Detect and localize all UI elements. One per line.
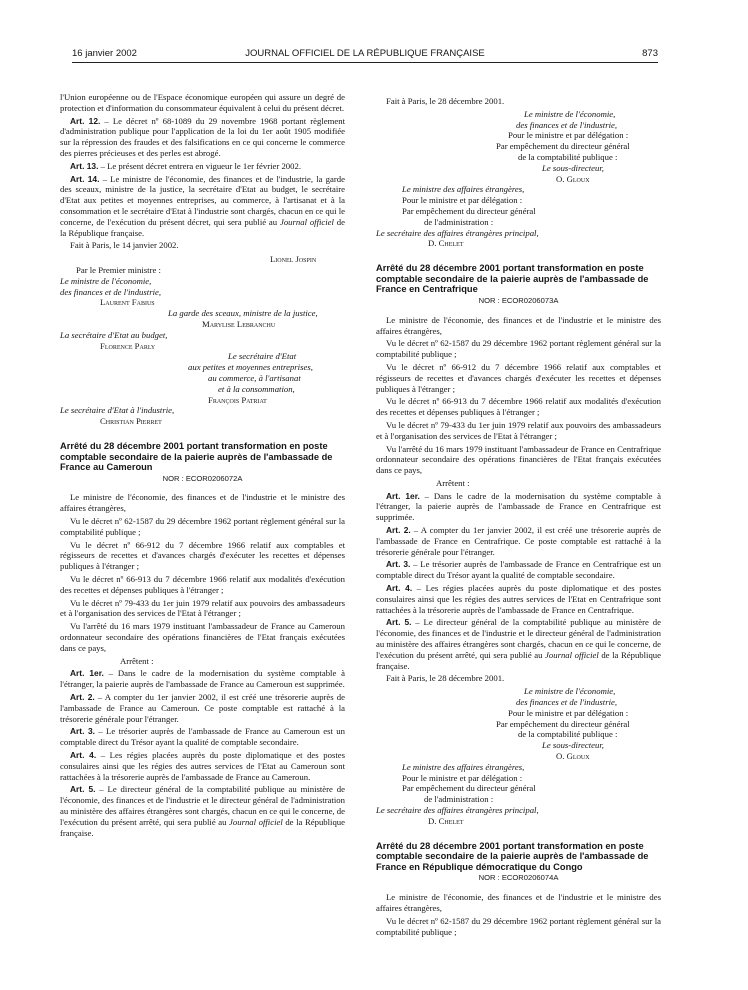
paragraph: Vu l'arrêté du 16 mars 1979 instituant l'ambassadeur de France au Cameroun ordonnateur secondaire des opérations financières de l'Etat français exécutées dans ce pays, [60,621,345,653]
signature-line: Pour le ministre et par délégation : [402,772,523,783]
signature-line: des finances et de l'industrie, [516,119,618,130]
nor-code: NOR : ECOR0206074A [478,873,559,883]
signature-line: Pour le ministre et par délégation : [402,195,523,206]
date-line: Fait à Paris, le 28 décembre 2001. [386,96,505,106]
header-page-number: 873 [642,48,658,59]
paragraph: Vu le décret nº 66-913 du 7 décembre 1966 relatif aux modalités d'exécution des recettes et dépenses publiques à l'étranger ; [376,396,661,418]
article-2 [60,692,345,724]
signature-line: Pour le ministre et par délégation : [508,707,629,718]
signature-line: Le ministre des affaires étrangères, [402,761,525,772]
signature-line: Le sous-directeur, [542,162,604,173]
paragraph: Vu le décret nº 66-912 du 7 décembre 1966 relatif aux comptables et régisseurs de recettes et d'avances chargés d'exécuter les recettes et dépenses publiques à l'étranger ; [60,539,345,572]
article-label: Art. 5. [70,784,96,795]
paragraph: Vu le décret nº 62-1587 du 29 décembre 1962 portant règlement général sur la comptabilité publique ; [376,338,661,360]
signature-line: Le ministre des affaires étrangères, [402,184,525,195]
article-label: Art. 4. [386,583,413,594]
signature-line: de la comptabilité publique : [518,151,618,162]
journal-name: Journal officiel [545,649,599,660]
article-1 [60,668,345,690]
signature-line: Par le Premier ministre : [76,264,161,275]
article-2 [376,525,661,557]
article-text: de la République française. [60,216,345,238]
article-text: – Dans le cadre de la modernisation du système comptable à l'étranger, la paierie auprès de l'ambassade de France au Cameroun est supprimée. [60,668,345,690]
article-text: – Le trésorier auprès de l'ambassade de France en Centrafrique est un comptable direct du Trésor ayant la qualité de comptable secondaire. [376,559,661,581]
signature-line: La secrétaire d'Etat au budget, [60,329,168,340]
article-text: – Le directeur général de la comptabilité publique au ministère de l'économie, des finances et de l'industrie et le directeur général de l'administration au ministère des affaires étrangères sont chargés, chacun en ce qui le concerne, de l'exécution du présent arrêté, qui sera publié au [60,784,345,827]
article-label: Art. 3. [70,726,95,737]
article-text: – Dans le cadre de la modernisation du système comptable à l'étranger, la paierie auprès de l'ambassade de France en Centrafrique est supprimée. [376,490,661,523]
signature-line: Le secrétaire d'Etat à l'industrie, [60,405,175,416]
paragraph: Vu le décret nº 79-433 du 1er juin 1979 relatif aux pouvoirs des ambassadeurs et à l'organisation des services de l'Etat à l'étranger ; [60,597,345,619]
article-text: – Les régies placées auprès du poste diplomatique et des postes consulaires ainsi que les régies des autres services de l'Etat au Cameroun sont rattachées à la trésorerie auprès de l'ambassade de France au Cameroun. [60,750,345,782]
signature-line: de la comptabilité publique : [518,729,618,740]
paragraph: l'Union européenne ou de l'Espace économique européen qui assure un degré de protection et d'information du consommateur équivalent à celui du présent décret. [60,92,345,113]
article-5 [60,784,345,838]
paragraph: Vu le décret nº 62-1587 du 29 décembre 1962 portant règlement général sur la comptabilité publique ; [60,516,345,537]
signature-line: Le secrétaire des affaires étrangères principal, [376,805,539,815]
nor-code: NOR : ECOR0206072A [162,473,243,483]
article-text: – Le directeur général de la comptabilité publique au ministère de l'économie, des finances et de l'industrie et le directeur général de l'administration au ministère des affaires étrangères sont chargés, chacun en ce qui le concerne, de l'exécution du présent arrêté, qui sera publié au [376,617,661,660]
arretent-line: Arrêtent : [436,477,470,488]
article-label: Art. 14. [70,173,100,184]
arretent-line: Arrêtent : [120,655,154,666]
article-text: – Le ministre de l'économie, des finances et de l'industrie, la garde des sceaux, ministre de la justice, la secrétaire d'Etat au budget, le secrétaire d'Etat aux petites et moyennes entreprises, au commerce, à l'artisanat et à la consommation et le secrétaire d'Etat à l'industrie sont chargés, chacun en ce qui le concerne, de l'exécution du présent décret, qui sera publié au [60,173,345,227]
article-label: Art. 2. [386,525,411,536]
signature-line: La garde des sceaux, ministre de la justice, [168,308,318,319]
signature-name: François Patriat [208,394,267,405]
signature-name: Laurent Fabius [100,297,155,308]
paragraph: Le ministre de l'économie, des finances et de l'industrie et le ministre des affaires étrangères, [376,892,661,913]
article-text: – Le trésorier auprès de l'ambassade de France au Cameroun est un comptable direct du Trésor ayant la qualité de comptable secondaire. [60,726,345,748]
header-title: JOURNAL OFFICIEL DE LA RÉPUBLIQUE FRANÇAISE [245,48,485,59]
signature-name: D. Chelet [428,815,464,826]
journal-name: Journal officiel [229,816,283,827]
date-line: Fait à Paris, le 14 janvier 2002. [70,240,179,251]
signature-line: des finances et de l'industrie, [60,286,162,297]
article-1 [376,491,661,523]
article-13 [60,161,345,172]
article-text: – A compter du 1er janvier 2002, il est créé une trésorerie auprès de l'ambassade de France en Centrafrique. Ce poste comptable est rattaché à la trésorerie générale pour l'étranger. [376,525,661,557]
signature-line: au commerce, à l'artisanat [208,372,301,383]
signature-line: Le ministre de l'économie, [524,108,616,119]
signature-line: Le ministre de l'économie, [524,686,616,697]
article-label: Art. 2. [70,692,95,703]
article-label: Art. 12. [70,115,101,126]
paragraph: Vu le décret nº 66-912 du 7 décembre 1966 relatif aux comptables et régisseurs de recettes et d'avances chargés d'exécuter les recettes et dépenses publiques à l'étranger ; [376,361,661,394]
paragraph: Vu le décret nº 66-913 du 7 décembre 1966 relatif aux modalités d'exécution des recettes et dépenses publiques à l'étranger ; [60,574,345,595]
article-text: – Les régies placées auprès du poste diplomatique et des postes consulaires ainsi que les régies des autres services de l'Etat en Centrafrique sont rattachées à la trésorerie auprès de l'ambassade de France en Centrafrique. [376,583,661,615]
signature-line: Le sous-directeur, [542,740,604,751]
article-text: de la République française. [376,649,661,671]
paragraph: Vu le décret nº 62-1587 du 29 décembre 1962 portant règlement général sur la comptabilité publique ; [376,915,661,937]
article-3 [376,559,661,581]
signature-pm: Lionel Jospin [270,254,317,265]
signature-line: Par empêchement du directeur général [496,718,630,729]
right-column [376,96,661,939]
article-text: – Le décret nº 68-1089 du 29 novembre 1968 portant règlement d'administration publique pour l'application de la loi du 1er août 1905 modifiée sur la répression des fraudes et des falsifications en ce qui concerne le commerce des pierres précieuses et des perles est abrogé. [60,115,345,158]
article-label: Art. 1er. [70,668,104,679]
article-12 [60,116,345,159]
article-4 [60,750,345,782]
signature-name: Marylise Lebranchu [202,318,276,329]
date-line: Fait à Paris, le 28 décembre 2001. [386,673,505,684]
signature-line: et à la consommation, [218,383,295,394]
signature-line: Par empêchement du directeur général [402,783,536,794]
nor-code: NOR : ECOR0206073A [478,295,559,305]
paragraph: Le ministre de l'économie, des finances et de l'industrie et le ministre des affaires étrangères, [376,314,661,336]
header-date: 16 janvier 2002 [72,48,137,59]
decree-title: Arrêté du 28 décembre 2001 portant transformation en poste comptable secondaire de la paierie auprès de l'ambassade de France au Cameroun [60,440,333,473]
journal-name: Journal officiel [279,216,334,227]
signature-name: O. Gloux [556,173,590,184]
signature-name: O. Gloux [556,751,590,762]
article-4 [376,583,661,615]
signature-line: Le secrétaire des affaires étrangères principal, [376,227,539,238]
signature-line: des finances et de l'industrie, [516,697,618,708]
article-3 [60,726,345,748]
signature-line: Par empêchement du directeur général [496,141,630,152]
signature-name: Florence Parly [100,340,156,351]
article-5 [376,617,661,671]
signature-line: Pour le ministre et par délégation : [508,130,629,141]
decree-title: Arrêté du 28 décembre 2001 portant transformation en poste comptable secondaire de la paierie auprès de l'ambassade de France en Centrafrique [376,263,649,295]
signature-line: Le ministre de l'économie, [60,275,152,286]
signature-line: Par empêchement du directeur général [402,205,536,216]
signature-line: aux petites et moyennes entreprises, [188,362,313,373]
paragraph: Le ministre de l'économie, des finances et de l'industrie et le ministre des affaires étrangères, [60,492,345,514]
signature-line: de l'administration : [424,794,494,805]
left-column [60,92,345,840]
article-label: Art. 3. [386,559,411,570]
signature-name: D. Chelet [428,238,464,249]
article-text: – Le présent décret entrera en vigueur le 1er février 2002. [98,160,302,171]
signature-line: de l'administration : [424,216,494,227]
article-text: de la République française. [60,816,345,838]
decree-title: Arrêté du 28 décembre 2001 portant transformation en poste comptable secondaire de la paierie auprès de l'ambassade de France en République démocratique du Congo [376,840,649,872]
article-label: Art. 5. [386,617,412,628]
article-14 [60,174,345,239]
article-label: Art. 1er. [386,490,420,501]
signature-line: Le secrétaire d'Etat [228,351,297,362]
article-label: Art. 4. [70,750,97,761]
article-text: – A compter du 1er janvier 2002, il est créé une trésorerie auprès de l'ambassade de France au Cameroun. Ce poste comptable est rattaché à la trésorerie générale pour l'étranger. [60,692,345,724]
signature-name: Christian Pierret [100,416,162,427]
article-label: Art. 13. [70,160,99,171]
page-header [72,48,658,63]
paragraph: Vu le décret nº 79-433 du 1er juin 1979 relatif aux pouvoirs des ambassadeurs et à l'organisation des services de l'Etat à l'étranger ; [376,419,661,441]
paragraph: Vu l'arrêté du 16 mars 1979 instituant l'ambassadeur de France en Centrafrique ordonnateur secondaire des opérations financières de l'Etat français exécutées dans ce pays, [376,443,661,476]
